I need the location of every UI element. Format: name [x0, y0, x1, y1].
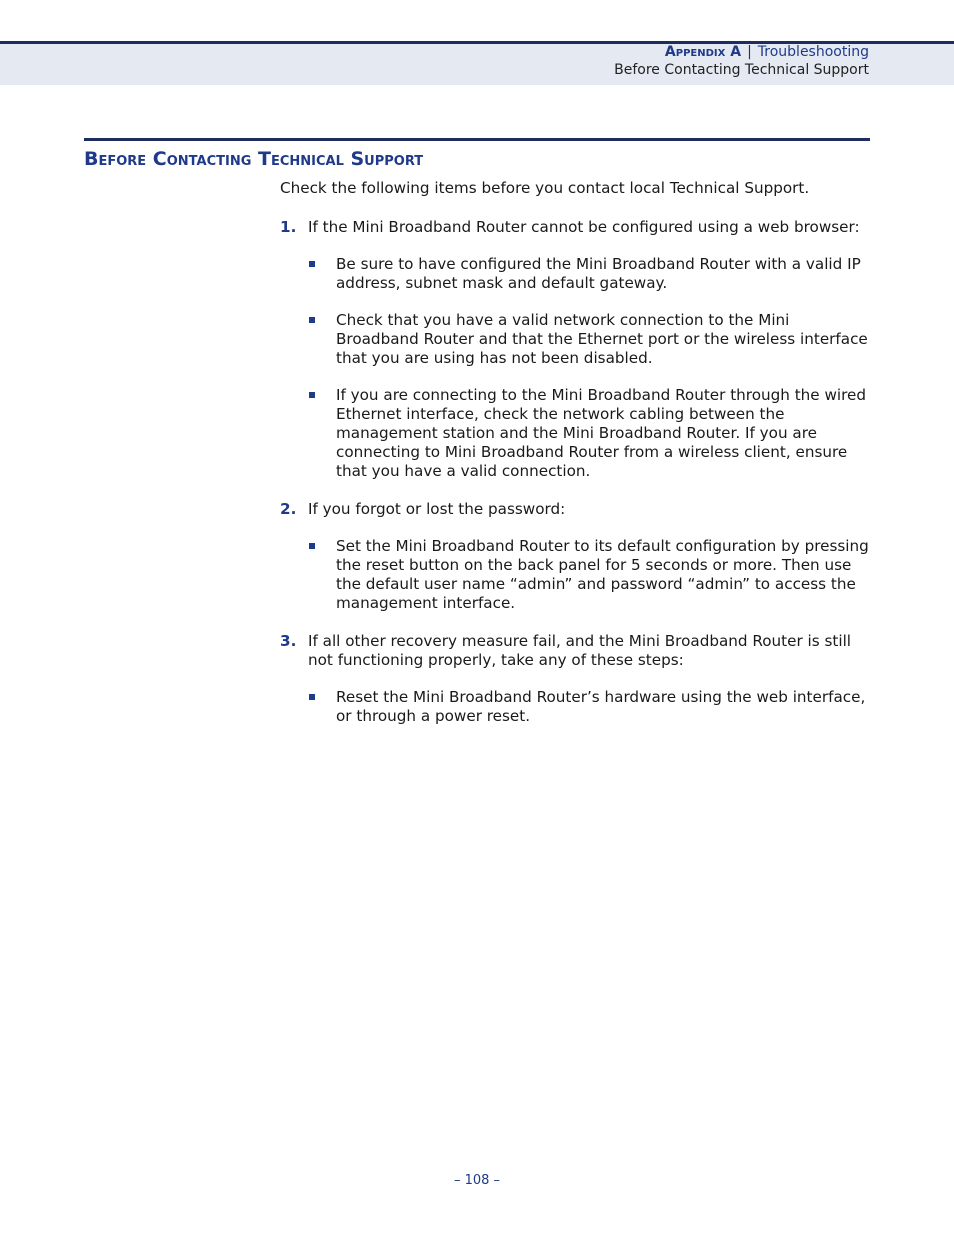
bullet-list	[308, 255, 870, 481]
running-header-chapter	[665, 44, 869, 60]
bullet-square-icon	[309, 392, 315, 398]
step-number: 2.	[280, 500, 297, 518]
section-body	[280, 179, 870, 745]
bullet-text: Reset the Mini Broadband Router’s hardware using the web interface, or through a power reset.	[336, 688, 866, 725]
section-title: Before Contacting Technical Support	[84, 148, 424, 170]
step-text: If the Mini Broadband Router cannot be configured using a web browser:	[308, 218, 860, 236]
step-number: 1.	[280, 218, 297, 236]
bullet-list	[308, 537, 870, 613]
bullet-square-icon	[309, 317, 315, 323]
bullet-list	[308, 688, 870, 726]
step-text: If all other recovery measure fail, and the Mini Broadband Router is still not functioning properly, take any of these steps:	[308, 632, 852, 669]
bullet-square-icon	[309, 261, 315, 267]
list-item	[308, 537, 870, 613]
list-item	[308, 255, 870, 293]
bullet-square-icon	[309, 543, 315, 549]
appendix-label: Appendix A	[664, 44, 742, 60]
step-text: If you forgot or lost the password:	[308, 500, 566, 518]
steps-list	[280, 218, 870, 726]
bullet-text: Set the Mini Broadband Router to its default configuration by pressing the reset button on the back panel for 5 seconds or more. Then use the default user name “admin” and password “admin” to access the management interface.	[336, 537, 869, 612]
bullet-text: Be sure to have configured the Mini Broadband Router with a valid IP address, subnet mask and default gateway.	[336, 255, 861, 292]
bullet-text: Check that you have a valid network connection to the Mini Broadband Router and that the Ethernet port or the wireless interface that you are using has not been disabled.	[336, 311, 868, 367]
page-number: – 108 –	[453, 1173, 501, 1188]
step-2	[280, 500, 870, 613]
intro-paragraph: Check the following items before you contact local Technical Support.	[280, 179, 810, 197]
running-header-section: Before Contacting Technical Support	[614, 62, 869, 78]
header-separator: |	[747, 44, 752, 60]
bullet-text: If you are connecting to the Mini Broadband Router through the wired Ethernet interface, check the network cabling between the management station and the Mini Broadband Router. If you are connecting to Mini Broadband Router from a wireless client, ensure that you have a valid connection.	[336, 386, 867, 480]
title-rule	[84, 138, 870, 141]
chapter-name: Troubleshooting	[757, 44, 869, 60]
step-number: 3.	[280, 632, 297, 650]
list-item	[308, 688, 870, 726]
step-3	[280, 632, 870, 726]
list-item	[308, 386, 870, 481]
list-item	[308, 311, 870, 368]
step-1	[280, 218, 870, 481]
bullet-square-icon	[309, 694, 315, 700]
